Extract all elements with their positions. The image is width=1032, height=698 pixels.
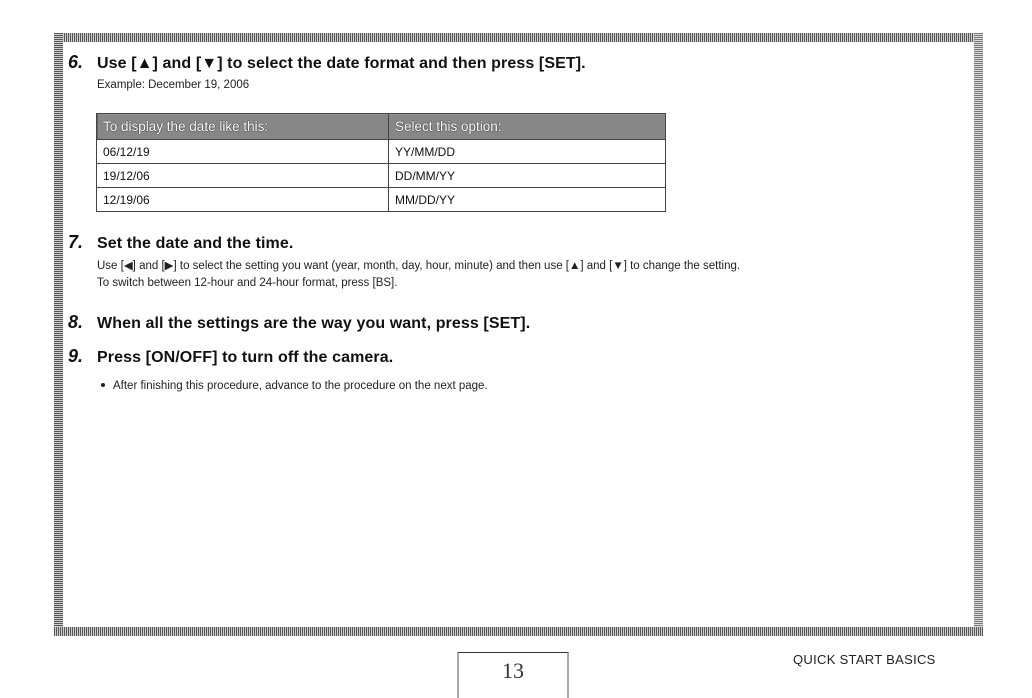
step-7-number: 7. (68, 232, 84, 252)
step-9 (68, 346, 393, 367)
step-8-number: 8. (68, 312, 84, 332)
table-cell-option: YY/MM/DD (389, 140, 666, 164)
step-9-bullet (101, 380, 488, 392)
step-8 (68, 312, 530, 333)
step-7 (68, 232, 293, 253)
step-7-format-note: To switch between 12-hour and 24-hour format, press [BS]. (97, 277, 398, 289)
page-frame-left (54, 33, 63, 636)
bullet-dot-icon (101, 383, 105, 387)
table-row (97, 188, 666, 212)
table-header-row (97, 114, 666, 140)
step-6-example: Example: December 19, 2006 (97, 79, 250, 91)
step-6-title: Use [▲] and [▼] to select the date format and then press [SET]. (97, 55, 586, 72)
step-8-title: When all the settings are the way you want, press [SET]. (97, 315, 531, 332)
table-row (97, 140, 666, 164)
page-frame-bottom (54, 627, 983, 636)
step-6-number: 6. (68, 52, 84, 72)
table-cell-display: 19/12/06 (97, 164, 389, 188)
section-label: QUICK START BASICS (793, 652, 936, 667)
step-9-bullet-text: After finishing this procedure, advance to the procedure on the next page. (113, 380, 488, 392)
table-cell-option: DD/MM/YY (389, 164, 666, 188)
step-7-instructions: Use [◀] and [▶] to select the setting you want (year, month, day, hour, minute) and then use [▲] and [▼] to change the setting. (97, 260, 741, 272)
page-frame-top (54, 33, 983, 42)
table-header-display: To display the date like this: (97, 114, 389, 140)
page-number: 13 (457, 652, 569, 698)
table-row (97, 164, 666, 188)
step-6 (68, 52, 586, 73)
table-cell-display: 06/12/19 (97, 140, 389, 164)
table-header-option: Select this option: (389, 114, 666, 140)
page-frame-right (974, 33, 983, 636)
table-cell-option: MM/DD/YY (389, 188, 666, 212)
step-9-title: Press [ON/OFF] to turn off the camera. (97, 349, 394, 366)
table-cell-display: 12/19/06 (97, 188, 389, 212)
date-format-table (96, 113, 666, 212)
step-9-number: 9. (68, 346, 84, 366)
step-7-title: Set the date and the time. (97, 235, 294, 252)
